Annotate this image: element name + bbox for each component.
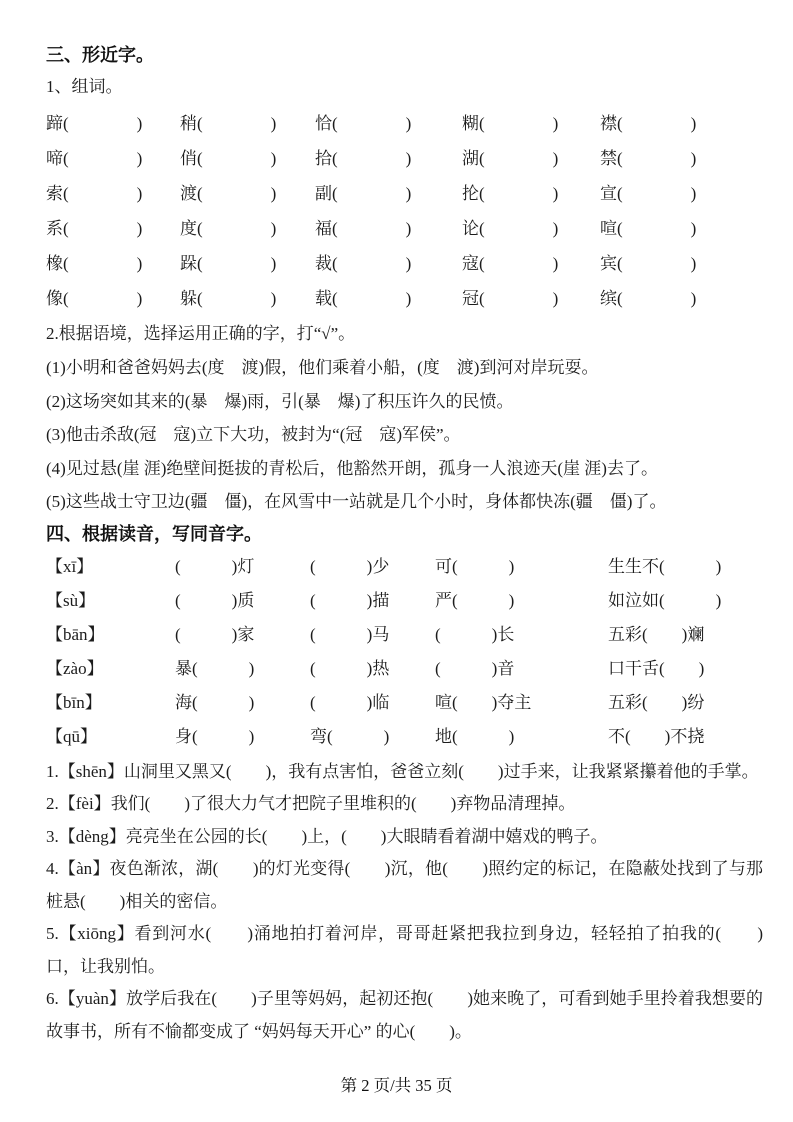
word-row xyxy=(46,106,763,141)
word-cell: 副( ) xyxy=(315,184,412,203)
pinyin-item: 如泣如( ) xyxy=(608,590,722,610)
word-cell: 拾( ) xyxy=(315,149,412,168)
sentence-text: 我们( )了很大力气才把院子里堆积的( )弃物品清理掉。 xyxy=(110,794,576,813)
sentence-text: 放学后我在( )子里等妈妈，起初还抱( )她来晚了，可看到她手里拎着我想要的故事书，所有不愉都变成了 “妈妈每天开心” 的心( )。 xyxy=(46,989,763,1041)
word-row xyxy=(46,246,763,281)
word-cell: 襟( ) xyxy=(600,114,697,133)
section3-title: 三、形近字。 xyxy=(46,45,154,65)
sentence-item-1 xyxy=(46,756,763,789)
choice-item-2: (2)这场突如其来的(暴 爆)雨，引(暴 爆)了积压许久的民愤。 xyxy=(46,391,514,411)
sentence-label: 6.【yuàn】 xyxy=(46,989,127,1008)
word-row xyxy=(46,211,763,246)
sentence-item-4 xyxy=(46,853,763,918)
word-cell: 度( ) xyxy=(180,219,277,238)
pinyin-item: 不( )不挠 xyxy=(608,726,705,746)
word-cell: 糊( ) xyxy=(462,114,559,133)
word-cell: 恰( ) xyxy=(315,114,412,133)
pinyin-item: ( )临 xyxy=(310,692,390,712)
pinyin-item: 五彩( )斓 xyxy=(608,624,705,644)
word-cell: 载( ) xyxy=(315,289,412,308)
word-cell: 躲( ) xyxy=(180,289,277,308)
pinyin-item: ( )家 xyxy=(175,624,255,644)
pinyin-item: 身( ) xyxy=(175,726,255,746)
pinyin-row xyxy=(46,550,763,584)
word-cell: 冠( ) xyxy=(462,289,559,308)
word-cell: 稍( ) xyxy=(180,114,277,133)
pinyin-item: 口干舌( ) xyxy=(608,658,705,678)
word-cell: 宾( ) xyxy=(600,254,697,273)
word-cell: 寇( ) xyxy=(462,254,559,273)
pinyin-item: ( )长 xyxy=(435,624,515,644)
pinyin-row xyxy=(46,652,763,686)
pinyin-item: 严( ) xyxy=(435,590,515,610)
word-cell: 抡( ) xyxy=(462,184,559,203)
word-cell: 渡( ) xyxy=(180,184,277,203)
pinyin-label: 【qū】 xyxy=(46,726,97,746)
pinyin-grid xyxy=(46,550,763,754)
pinyin-item: ( )质 xyxy=(175,590,255,610)
pinyin-row xyxy=(46,686,763,720)
sentence-label: 5.【xiōng】 xyxy=(46,924,135,943)
word-cell: 湖( ) xyxy=(462,149,559,168)
pinyin-row xyxy=(46,618,763,652)
word-cell: 啼( ) xyxy=(46,149,143,168)
page-footer: 第 2 页/共 35 页 xyxy=(340,1076,453,1095)
sentence-text: 亮亮坐在公园的长( )上，( )大眼睛看着湖中嬉戏的鸭子。 xyxy=(125,826,608,846)
pinyin-item: 弯( ) xyxy=(310,726,390,746)
sentence-item-6 xyxy=(46,983,763,1048)
sentence-label: 1.【shēn】 xyxy=(46,761,124,781)
word-cell: 宣( ) xyxy=(600,184,697,203)
word-cell: 跺( ) xyxy=(180,254,277,273)
word-row xyxy=(46,176,763,211)
word-cell: 像( ) xyxy=(46,289,143,308)
sentence-label: 4.【àn】 xyxy=(46,859,110,878)
pinyin-item: ( )灯 xyxy=(175,556,255,576)
sentence-item-2 xyxy=(46,788,763,821)
sentence-item-3 xyxy=(46,821,763,854)
choice-item-3: (3)他击杀敌(冠 寇)立下大功，被封为“(冠 寇)军侯”。 xyxy=(46,425,461,444)
word-grid xyxy=(46,106,763,316)
word-cell: 俏( ) xyxy=(180,149,277,168)
pinyin-label: 【xī】 xyxy=(46,556,94,576)
sentence-text: 看到河水( )涌地拍打着河岸，哥哥赶紧把我拉到身边，轻轻拍了拍我的( )口，让我别怕。 xyxy=(46,924,763,976)
pinyin-item: ( )热 xyxy=(310,658,390,678)
word-cell: 蹄( ) xyxy=(46,114,143,133)
word-row xyxy=(46,281,763,316)
word-cell: 论( ) xyxy=(462,219,559,238)
choice-item-1: (1)小明和爸爸妈妈去(度 渡)假，他们乘着小船，(度 渡)到河对岸玩耍。 xyxy=(46,358,599,377)
word-cell: 福( ) xyxy=(315,219,412,238)
sentence-label: 3.【dèng】 xyxy=(46,826,126,846)
section4-title: 四、根据读音，写同音字。 xyxy=(46,523,262,544)
pinyin-label: 【zào】 xyxy=(46,658,104,678)
pinyin-item: 海( ) xyxy=(175,692,255,712)
pinyin-item: 生生不( ) xyxy=(608,556,722,576)
pinyin-row xyxy=(46,584,763,618)
pinyin-label: 【bīn】 xyxy=(46,692,102,712)
word-cell: 橡( ) xyxy=(46,254,143,273)
pinyin-item: 五彩( )纷 xyxy=(608,692,705,712)
homophone-sentences xyxy=(46,756,763,1049)
pinyin-item: 地( ) xyxy=(435,726,515,746)
sentence-item-5 xyxy=(46,918,763,983)
pinyin-item: ( )音 xyxy=(435,658,515,678)
pinyin-item: ( )少 xyxy=(310,556,390,576)
sentence-text: 夜色渐浓，湖( )的灯光变得( )沉，他( )照约定的标记，在隐蔽处找到了与那桩悬( )相关的密信。 xyxy=(46,859,763,911)
pinyin-label: 【bān】 xyxy=(46,624,105,644)
choice-item-5: (5)这些战士守卫边(疆 僵)，在风雪中一站就是几个小时，身体都快冻(疆 僵)了。 xyxy=(46,492,667,511)
sentence-label: 2.【fèi】 xyxy=(46,794,111,813)
section3-q2-title: 2.根据语境，选择运用正确的字，打“√”。 xyxy=(46,324,356,343)
pinyin-item: ( )描 xyxy=(310,590,390,610)
pinyin-item: ( )马 xyxy=(310,624,390,644)
word-cell: 喧( ) xyxy=(600,219,697,238)
choice-item-4: (4)见过悬(崖 涯)绝壁间挺拔的青松后，他豁然开朗，孤身一人浪迹天(崖 涯)去了。 xyxy=(46,458,658,478)
word-cell: 禁( ) xyxy=(600,149,697,168)
word-cell: 系( ) xyxy=(46,219,143,238)
pinyin-item: 暴( ) xyxy=(175,658,255,678)
pinyin-label: 【sù】 xyxy=(46,590,96,610)
word-row xyxy=(46,141,763,176)
word-cell: 索( ) xyxy=(46,184,143,203)
word-cell: 裁( ) xyxy=(315,254,412,273)
pinyin-item: 喧( )夺主 xyxy=(435,692,532,712)
word-cell: 缤( ) xyxy=(600,289,697,308)
section3-q1-title: 1、组词。 xyxy=(46,77,123,96)
pinyin-item: 可( ) xyxy=(435,556,515,576)
pinyin-row xyxy=(46,720,763,754)
sentence-text: 山洞里又黑又( )，我有点害怕，爸爸立刻( )过手来，让我紧紧攥着他的手掌。 xyxy=(123,761,759,781)
